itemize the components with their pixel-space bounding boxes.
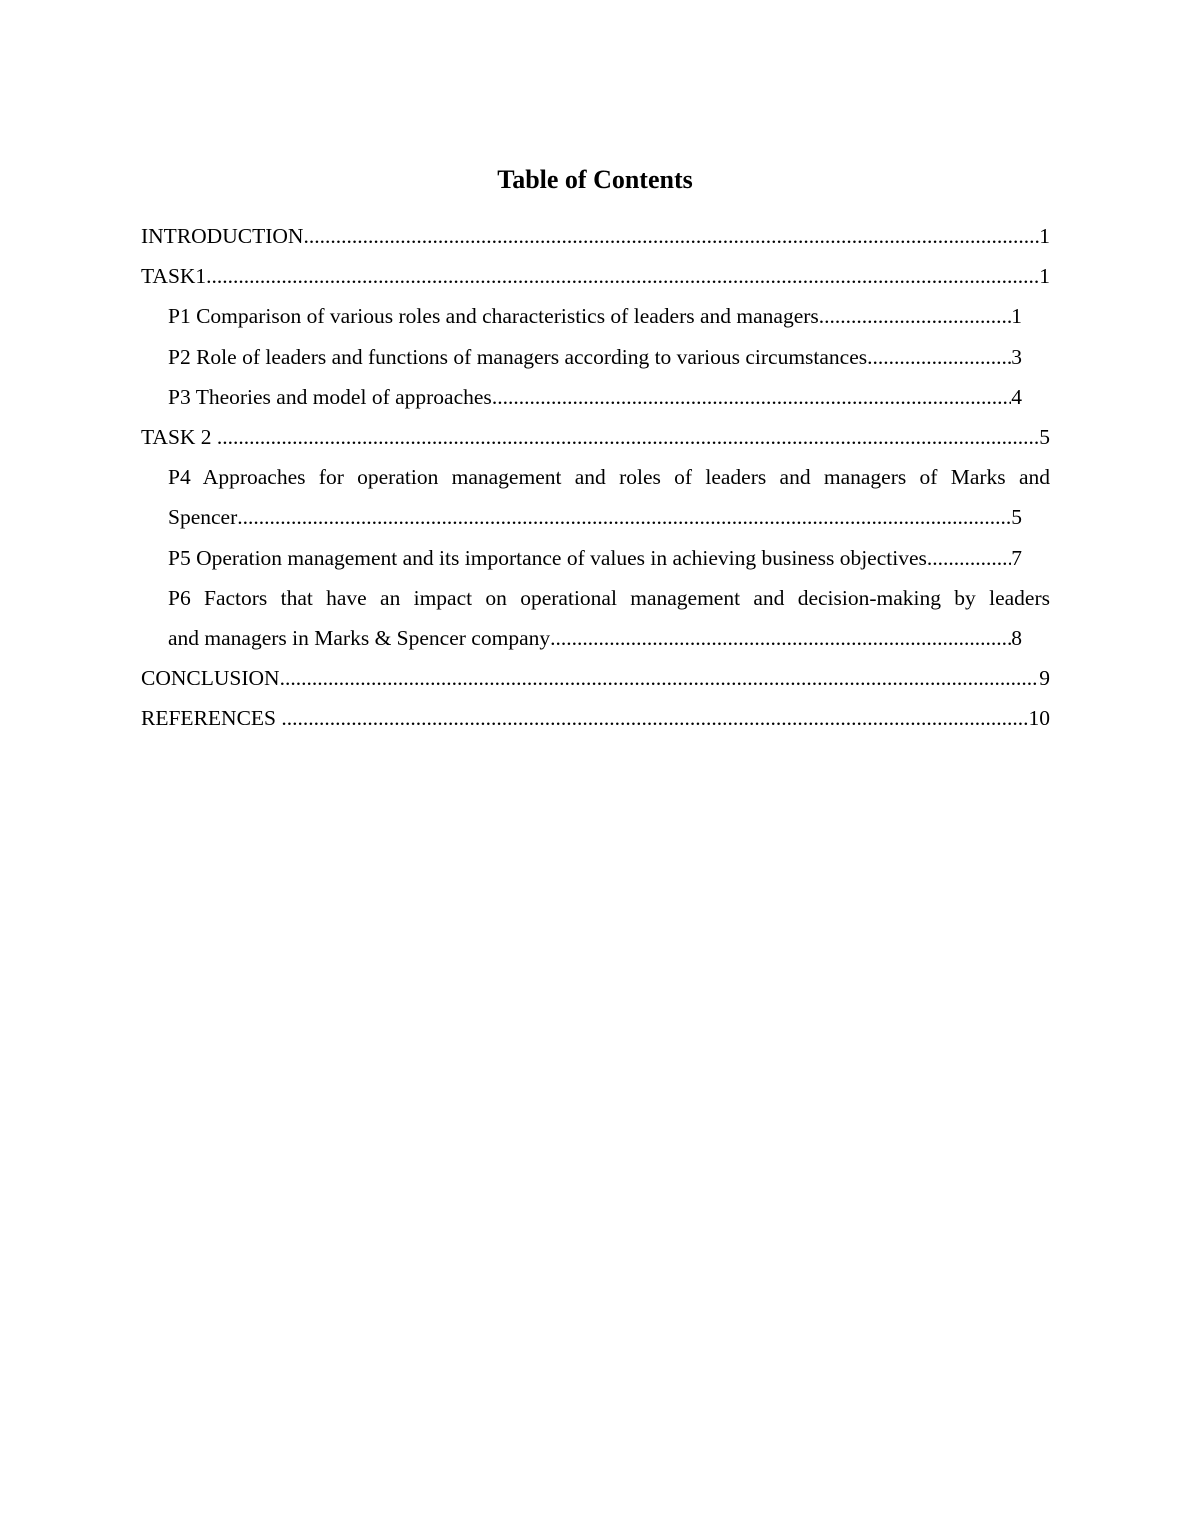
toc-entry-label-line1: P4 Approaches for operation management and roles of leaders and managers of Marks and (168, 465, 1050, 490)
toc-dot-leader (819, 296, 1011, 336)
toc-entry-p5[interactable] (141, 538, 1050, 578)
toc-entry-label: P1 Comparison of various roles and characteristics of leaders and managers (168, 304, 819, 329)
toc-entry-p1[interactable] (141, 296, 1050, 336)
toc-entry-task1[interactable] (141, 256, 1050, 296)
toc-dot-leader (927, 538, 1011, 578)
toc-entry-label: P3 Theories and model of approaches (168, 384, 492, 409)
toc-page-number: 8 (1011, 626, 1022, 651)
toc-dot-leader (492, 377, 1011, 417)
page-title: Table of Contents (497, 165, 693, 194)
toc-entry-task2[interactable] (141, 417, 1050, 457)
toc-page-number: 9 (1039, 666, 1050, 691)
toc-entry-references[interactable] (141, 698, 1050, 738)
toc-entry-label-line2: Spencer (168, 505, 238, 530)
toc-entry-continuation (141, 618, 1050, 658)
toc-entry-label: P5 Operation management and its importance of values in achieving business objectives (168, 545, 927, 570)
toc-dot-leader (237, 497, 1011, 537)
toc-entry-label-line2: and managers in Marks & Spencer company (168, 626, 551, 651)
toc-entry-p2[interactable] (141, 337, 1050, 377)
toc-entry-continuation (141, 497, 1050, 537)
toc-entry-label: CONCLUSION (141, 666, 280, 691)
toc-page-number: 5 (1039, 425, 1050, 450)
toc-page-number: 10 (1028, 706, 1050, 731)
toc-dot-leader (280, 658, 1040, 698)
toc-page-number: 7 (1011, 545, 1022, 570)
toc-dot-leader (217, 417, 1039, 457)
toc-page-number: 3 (1011, 344, 1022, 369)
toc-entry-p4[interactable] (141, 457, 1050, 537)
toc-page-number: 1 (1039, 264, 1050, 289)
toc-page-number: 1 (1039, 224, 1050, 248)
toc-entry-label: P2 Role of leaders and functions of managers according to various circumstances (168, 344, 868, 369)
toc-dot-leader (867, 337, 1011, 377)
table-of-contents (141, 216, 1050, 739)
toc-dot-leader (206, 256, 1039, 296)
toc-dot-leader (550, 618, 1011, 658)
toc-page-number: 5 (1011, 505, 1022, 530)
toc-page-number: 4 (1011, 384, 1022, 409)
toc-dot-leader (281, 698, 1028, 738)
toc-entry-p3[interactable] (141, 377, 1050, 417)
toc-entry-label: TASK 2 (141, 425, 217, 450)
toc-entry-label: REFERENCES (141, 706, 282, 731)
toc-entry-label: INTRODUCTION (141, 224, 304, 248)
toc-entry-label-line1: P6 Factors that have an impact on operational management and decision-making by leaders (168, 585, 1050, 610)
toc-entry-label: TASK1 (141, 264, 207, 289)
toc-dot-leader (303, 216, 1039, 256)
toc-entry-introduction[interactable] (141, 216, 1050, 256)
toc-entry-p6[interactable] (141, 578, 1050, 658)
toc-entry-conclusion[interactable] (141, 658, 1050, 698)
toc-page-number: 1 (1011, 304, 1022, 329)
